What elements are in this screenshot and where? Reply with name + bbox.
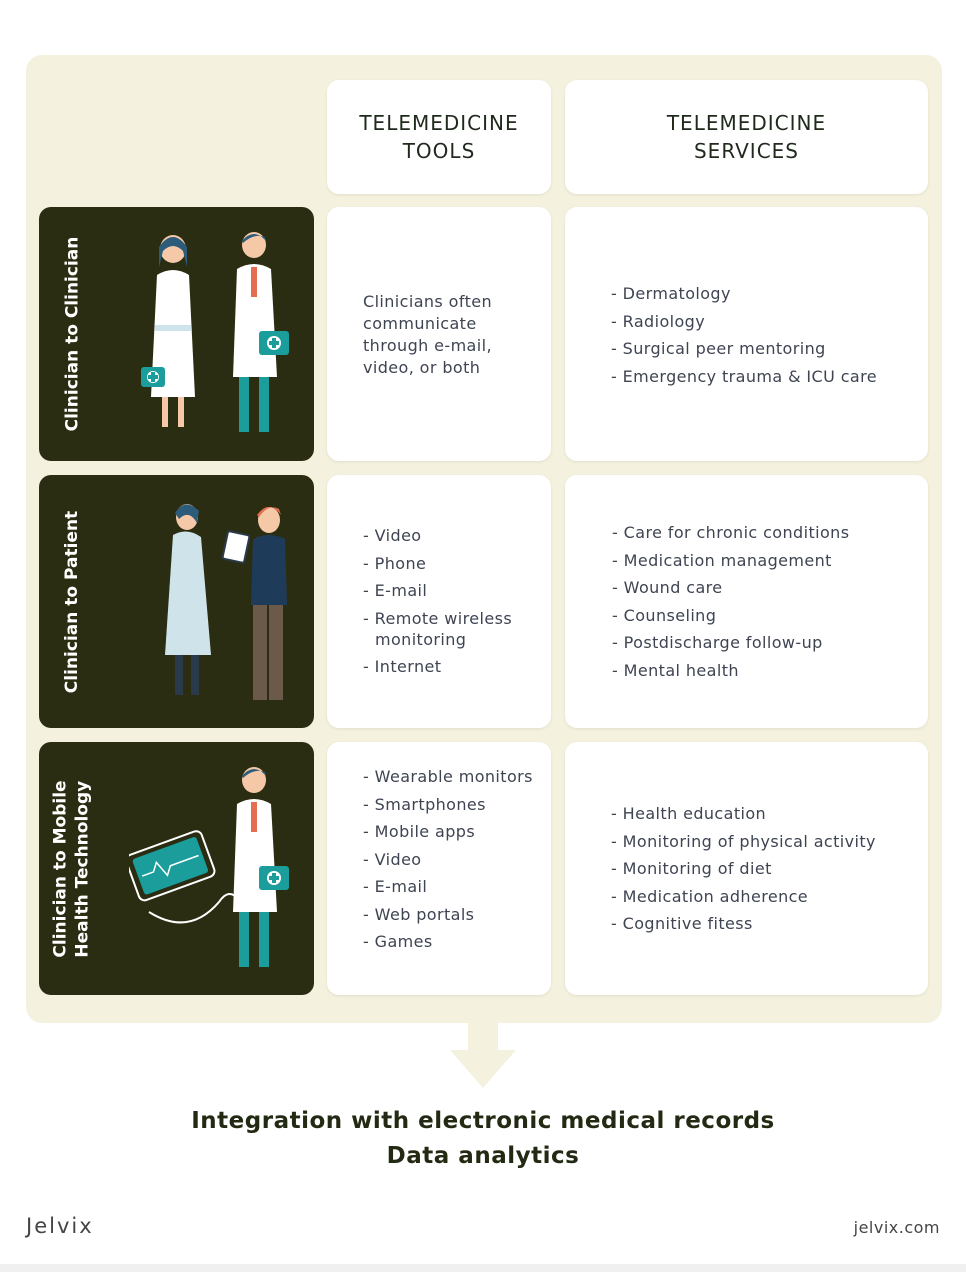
row-label-clinician-to-clinician: [39, 207, 314, 461]
list-item: - Web portals: [363, 904, 543, 925]
row-label-text-line2: Health Technology: [73, 780, 94, 958]
list-item: - Surgical peer mentoring: [611, 338, 911, 359]
list-item: - Video: [363, 849, 543, 870]
list-item: - Medication management: [612, 550, 912, 571]
doctor-patient-illustration: [129, 495, 299, 710]
row-label-text-line1: Clinician to Mobile: [51, 779, 72, 958]
row2-tools-cell: [327, 475, 551, 728]
list-item: - Health education: [611, 803, 921, 824]
row3-services-list: [611, 803, 921, 941]
list-item: - Smartphones: [363, 794, 543, 815]
row1-tools-cell: [327, 207, 551, 461]
list-item: - Wearable monitors: [363, 766, 543, 787]
bottom-strip: [0, 1264, 966, 1272]
list-item: - Counseling: [612, 605, 912, 626]
list-item: - Medication adherence: [611, 886, 921, 907]
list-item: - Dermatology: [611, 283, 911, 304]
brand-site: jelvix.com: [853, 1218, 940, 1237]
row2-services-list: [612, 522, 912, 687]
list-item: - Internet: [363, 656, 543, 677]
row1-tools-text: Clinicians often communicate through e-mail, video, or both: [363, 292, 493, 377]
row-label-clinician-to-patient: [39, 475, 314, 728]
brand-logo: Jelvix: [26, 1214, 94, 1238]
header-tools-line1: TELEMEDICINE: [359, 111, 519, 135]
doctor-tablet-illustration: [129, 762, 299, 977]
row2-tools-list: [363, 525, 543, 684]
header-services-line2: SERVICES: [693, 139, 799, 163]
row3-services-cell: [565, 742, 928, 995]
list-item: - Remote wireless monitoring: [363, 608, 543, 650]
row3-tools-cell: [327, 742, 551, 995]
list-item: - Radiology: [611, 311, 911, 332]
list-item: - Cognitive fitess: [611, 913, 921, 934]
row1-services-cell: [565, 207, 928, 461]
list-item: - Postdischarge follow-up: [612, 632, 912, 653]
header-tools-line2: TOOLS: [402, 139, 476, 163]
list-item: - Wound care: [612, 577, 912, 598]
footer-line-analytics: Data analytics: [386, 1143, 580, 1169]
row1-services-list: [611, 283, 911, 393]
list-item: - Phone: [363, 553, 543, 574]
list-item: - Monitoring of physical activity: [611, 831, 921, 852]
header-services: [565, 80, 928, 194]
two-doctors-illustration: [129, 227, 299, 442]
header-services-line1: TELEMEDICINE: [666, 111, 827, 135]
down-arrow-icon: [448, 1020, 518, 1090]
list-item: - Video: [363, 525, 543, 546]
list-item: - E-mail: [363, 876, 543, 897]
list-item: - Mobile apps: [363, 821, 543, 842]
header-tools: [327, 80, 551, 194]
row-label-clinician-to-mobile-health: [39, 742, 314, 995]
footer-line-emr: Integration with electronic medical records: [191, 1108, 775, 1134]
list-item: - Monitoring of diet: [611, 858, 921, 879]
row3-tools-list: [363, 766, 543, 959]
row-label-text: Clinician to Clinician: [62, 236, 83, 432]
list-item: - E-mail: [363, 580, 543, 601]
row2-services-cell: [565, 475, 928, 728]
list-item: - Games: [363, 931, 543, 952]
list-item: - Mental health: [612, 660, 912, 681]
list-item: - Care for chronic conditions: [612, 522, 912, 543]
list-item: - Emergency trauma & ICU care: [611, 366, 911, 387]
row-label-text: Clinician to Patient: [62, 510, 82, 693]
